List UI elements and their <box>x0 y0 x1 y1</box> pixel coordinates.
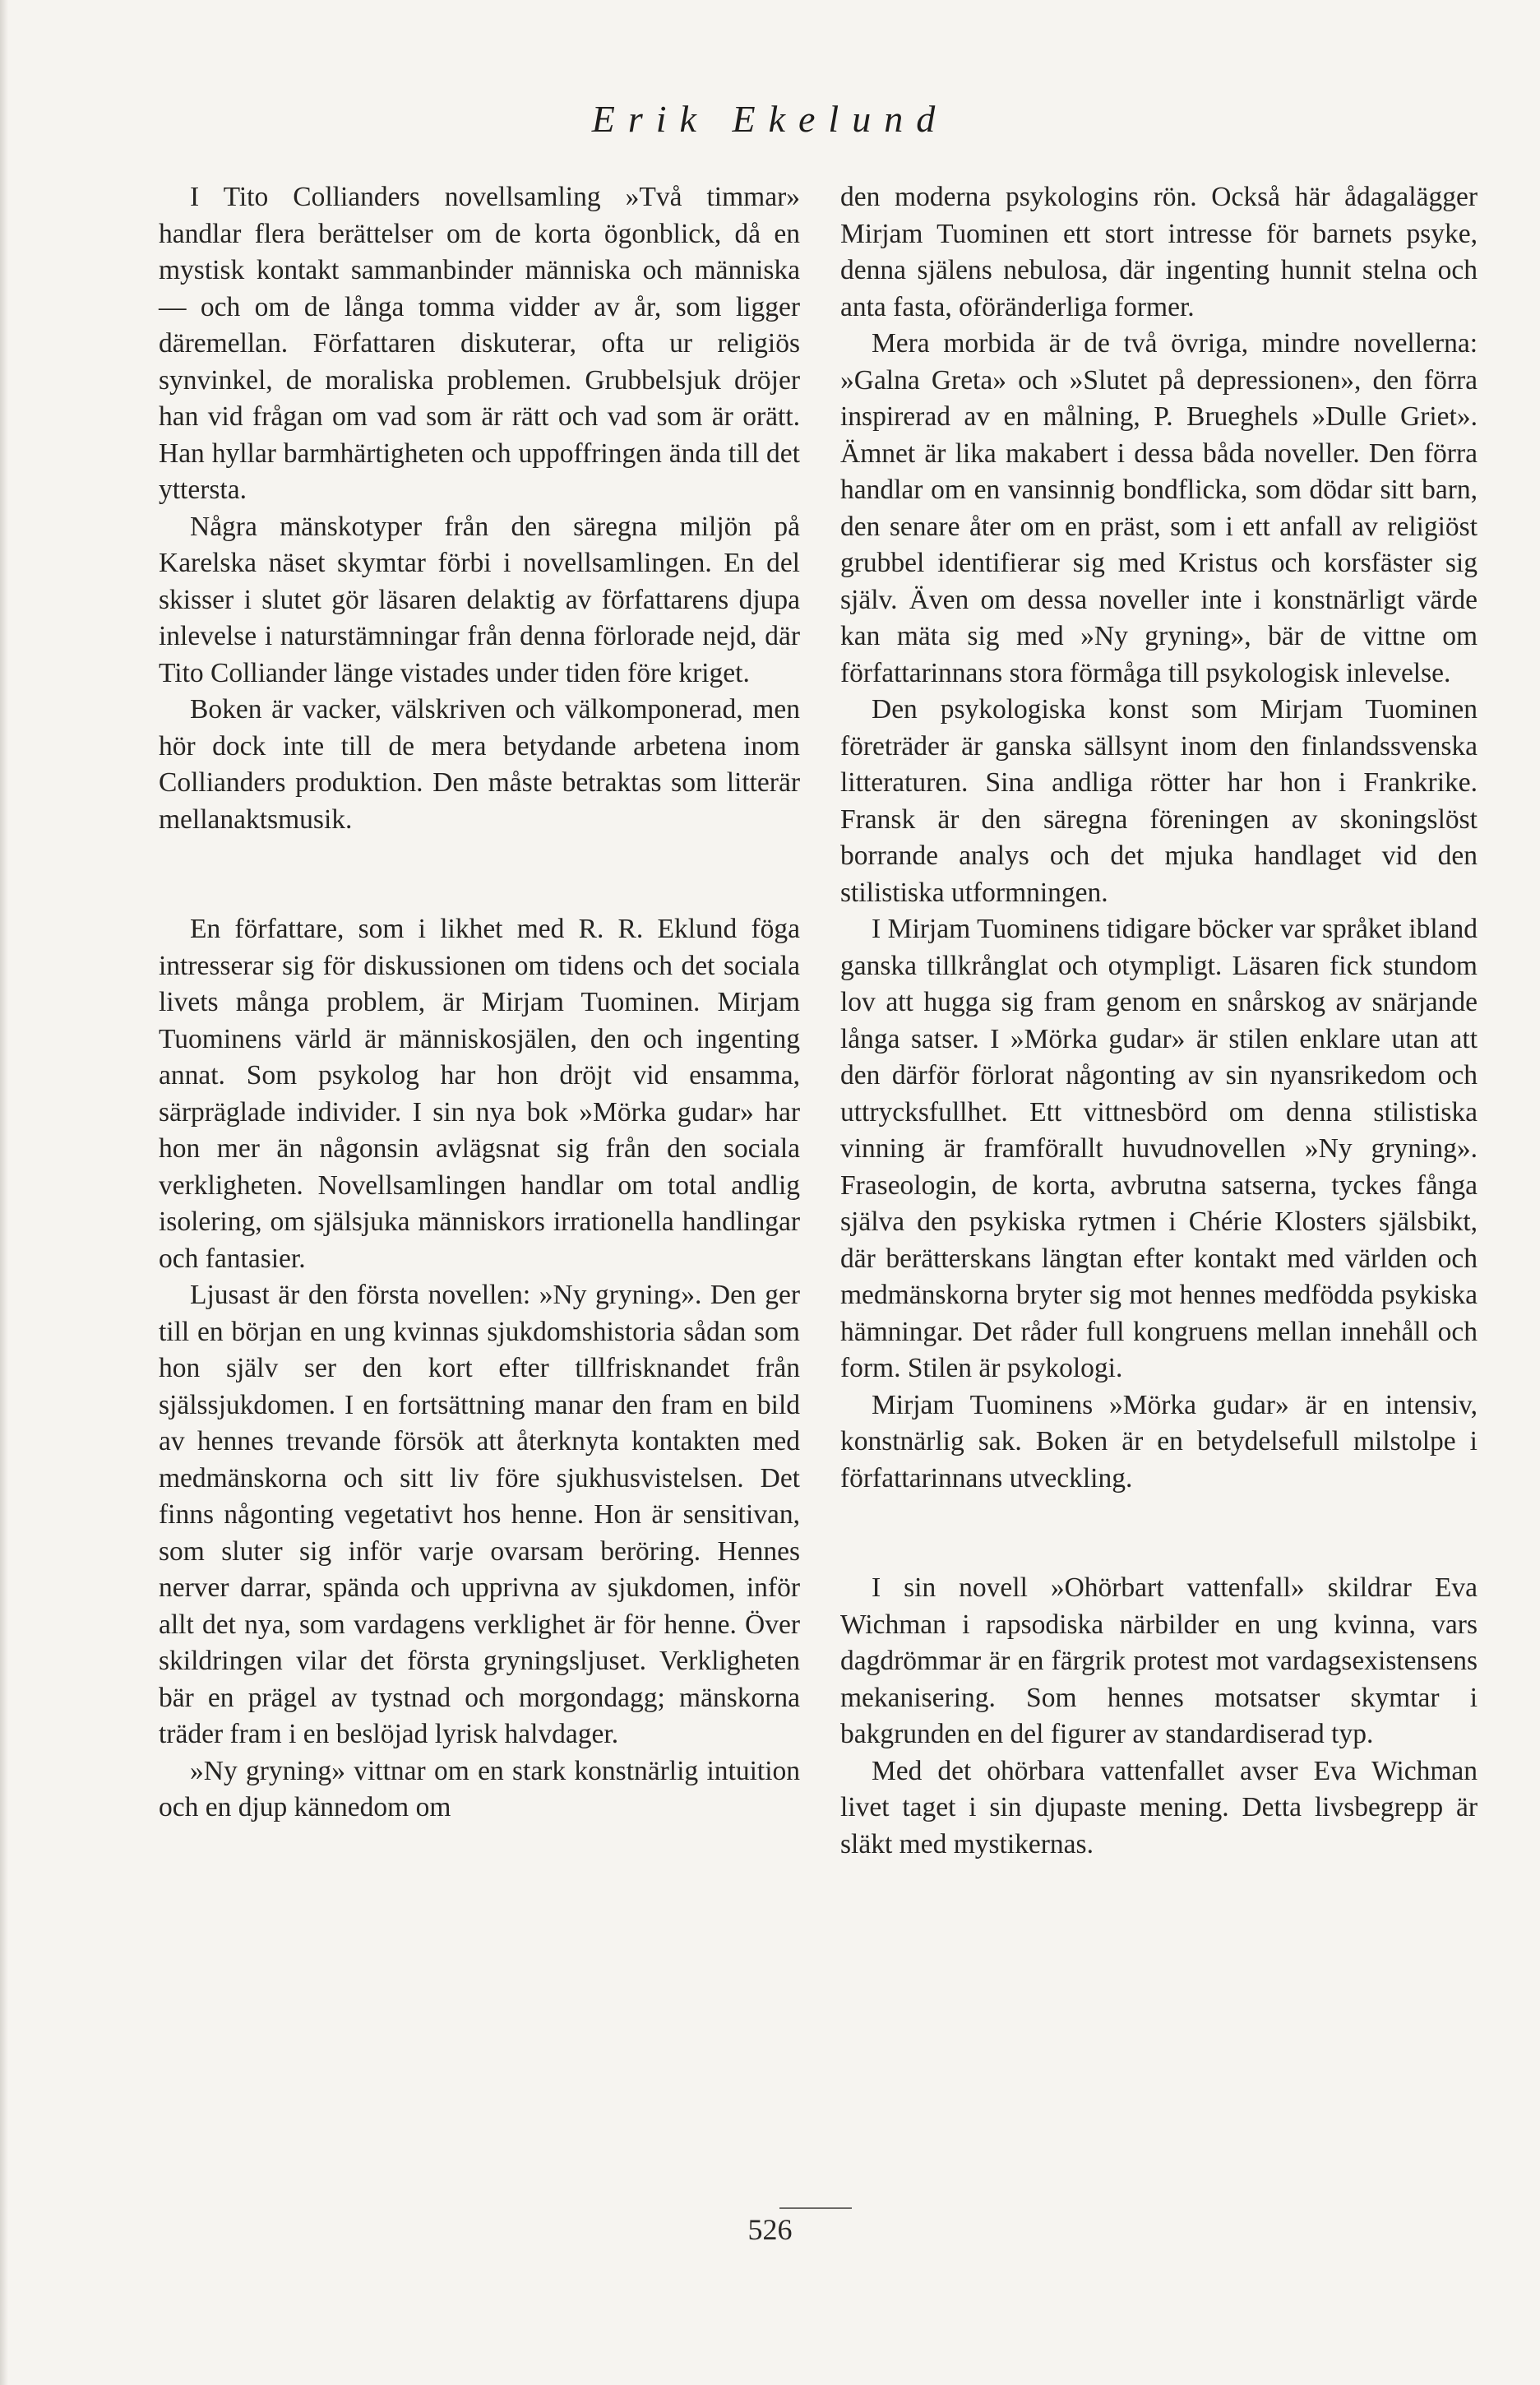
paragraph: Med det ohörbara vattenfallet avser Eva Wichman livet taget i sin djupaste mening. Detta livsbegrepp är släkt med mystikernas. <box>840 1755 1478 1859</box>
paragraph: »Ny gryning» vittnar om en stark konstnärlig intuition och en djup kännedom om <box>159 1755 800 1822</box>
left-column <box>159 179 800 1827</box>
paragraph: Ljusast är den första novellen: »Ny gryning». Den ger till en början en ung kvinnas sjukdomshistoria sådan som hon själv ser den kort efter tillfrisknandet från själssjukdomen. I en fortsättning manar den fram en bild av hennes trevande försök att återknyta kontakten med medmänskorna och sitt liv före sjukhusvistelsen. Det finns någonting vegetativt hos henne. Hon är sensitivan, som sluter sig inför varje ovarsam beröring. Hennes nerver darrar, spända och upprivna av sjukdomen, inför allt det nya, som vardagens verklighet är för henne. Över skildringen vilar det första gryningsljuset. Verkligheten bär en prägel av tystnad och morgondagg; mänskorna träder fram i en beslöjad lyrisk halvdager. <box>159 1280 800 1749</box>
page-edge-shadow <box>0 0 8 2385</box>
section-gap <box>159 838 800 911</box>
paragraph: Boken är vacker, välskriven och välkomponerad, men hör dock inte till de mera betydande arbetena inom Collianders produktion. Den måste betraktas som litterär mellanaktsmusik. <box>159 694 800 835</box>
paragraph: Mirjam Tuominens »Mörka gudar» är en intensiv, konstnärlig sak. Boken är en betydelsefull milstolpe i författarinnans utveckling. <box>840 1389 1478 1494</box>
paragraph: Mera morbida är de två övriga, mindre novellerna: »Galna Greta» och »Slutet på depressionen», den förra inspirerad av en målning, P. Brueghels »Dulle Griet». Ämnet är lika makabert i dessa båda noveller. Den förra handlar om en vansinnig bondflicka, som dödar sitt barn, den senare åter om en präst, som i ett anfall av religiöst grubbel identifierar sig med Kristus och korsfäster sig själv. Även om dessa noveller inte i konstnärligt värde kan mäta sig med »Ny gryning», bär de vittne om författarinnans stora förmåga till psykologisk inlevelse. <box>840 328 1478 688</box>
right-column <box>840 179 1478 1863</box>
paragraph: I Mirjam Tuominens tidigare böcker var språket ibland ganska tillkrånglat och otympligt. Läsaren fick stundom lov att hugga sig fram genom en snårskog av snärjande långa satser. I »Mörka gudar» är stilen enklare utan att den därför förlorat någonting av sin nyansrikedom och uttrycksfullhet. Ett vittnesbörd om denna stilistiska vinning är framförallt huvudnovellen »Ny gryning». Fraseologin, de korta, avbrutna satserna, tyckes fånga själva den psykiska rytmen i Chérie Klosters själsbikt, där berätterskans längtan efter kontakt med världen och medmänskorna bryter sig mot hennes medfödda psykiska hämningar. Det råder full kongruens mellan innehåll och form. Stilen är psykologi. <box>840 914 1478 1383</box>
paragraph: Den psykologiska konst som Mirjam Tuominen företräder är ganska sällsynt inom den finlandssvenska litteraturen. Sina andliga rötter har hon i Frankrike. Fransk är den säregna föreningen av skoningslöst borrande analys och det mjuka handlaget vid den stilistiska utformningen. <box>840 694 1478 908</box>
running-header-author: Erik Ekelund <box>591 98 949 140</box>
page-number: 526 <box>747 2213 793 2246</box>
paragraph: I sin novell »Ohörbart vattenfall» skildrar Eva Wichman i rapsodiska närbilder en ung kvinna, vars dagdrömmar är en färgrik protest mot vardagsexistensens mekanisering. Som hennes motsatser skymtar i bakgrunden en del figurer av standardiserad typ. <box>840 1572 1478 1749</box>
paragraph: En författare, som i likhet med R. R. Eklund föga intresserar sig för diskussionen om tidens och det sociala livets många problem, är Mirjam Tuominen. Mirjam Tuominens värld är människosjälen, den och ingenting annat. Som psykolog har hon dröjt vid ensamma, särpräglade individer. I sin nya bok »Mörka gudar» har hon mer än någonsin avlägsnat sig från den sociala verkligheten. Novellsamlingen handlar om total andlig isolering, om själsjuka människors irrationella handlingar och fantasier. <box>159 914 800 1274</box>
paragraph: I Tito Collianders novellsamling »Två timmar» handlar flera berättelser om de korta ögonblick, då en mystisk kontakt sammanbinder människa och människa — och om de långa tomma vidder av år, som ligger däremellan. Författaren diskuterar, ofta ur religiös synvinkel, de moraliska problemen. Grubbelsjuk dröjer han vid frågan om vad som är rätt och vad som är orätt. Han hyllar barmhärtigheten och uppoffringen ända till det yttersta. <box>159 182 800 505</box>
footer-rule <box>779 2207 852 2209</box>
paragraph: Några mänskotyper från den säregna miljön på Karelska näset skymtar förbi i novellsamlingen. En del skisser i slutet gör läsaren delaktig av författarens djupa inlevelse i naturstämningar från denna förlorade nejd, där Tito Colliander länge vistades under tiden före kriget. <box>159 511 800 688</box>
paragraph: den moderna psykologins rön. Också här ådagalägger Mirjam Tuominen ett stort intresse för barnets psyke, denna själens nebulosa, där ingenting hunnit stelna och anta fasta, oföränderliga former. <box>840 182 1478 322</box>
section-gap <box>840 1497 1478 1570</box>
